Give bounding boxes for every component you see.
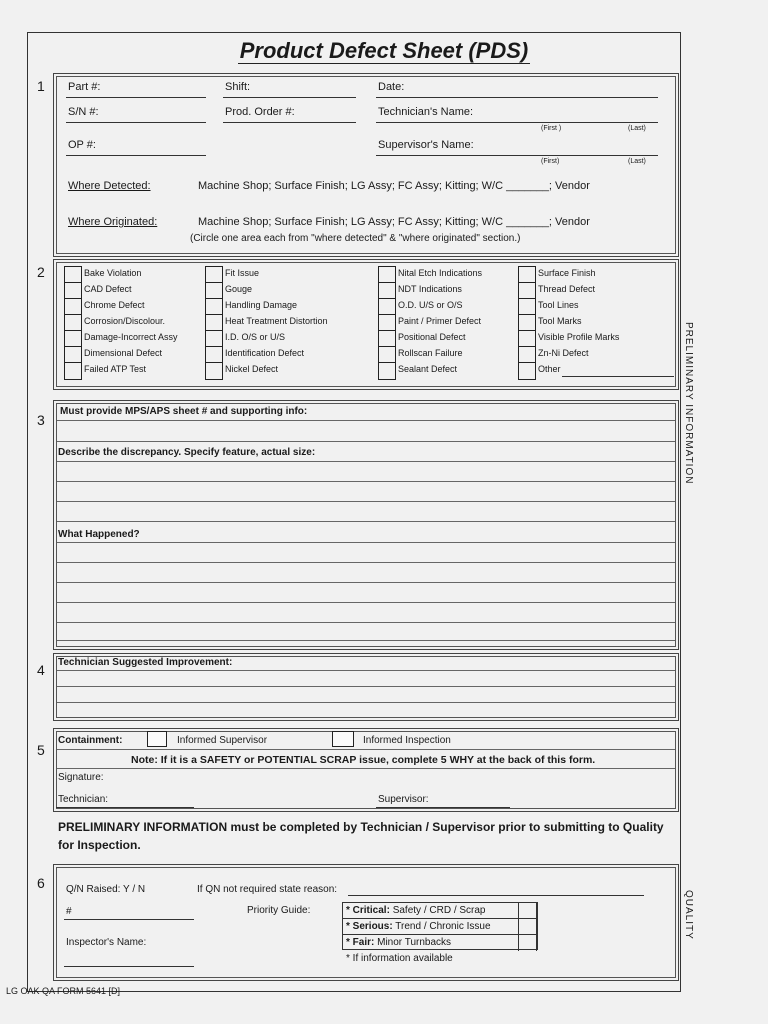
supervisor-signature-label: Supervisor: xyxy=(378,794,429,805)
divider xyxy=(57,768,675,769)
defect-option-label: Failed ATP Test xyxy=(84,364,147,374)
qn-raised-label[interactable]: Q/N Raised: Y / N xyxy=(66,884,146,895)
circle-instruction: (Circle one area each from "where detected" & "where originated" section.) xyxy=(190,233,521,244)
supervisor-name-label: Supervisor's Name: xyxy=(378,139,474,151)
critical-label: * Critical: xyxy=(346,905,390,916)
critical-value: Safety / CRD / Scrap xyxy=(392,905,486,916)
mps-aps-label: Must provide MPS/APS sheet # and supporting info: xyxy=(60,406,308,417)
defect-option-label: Tool Marks xyxy=(538,316,582,326)
side-label-preliminary: PRELIMINARY INFORMATION xyxy=(683,322,694,485)
serious-label: * Serious: xyxy=(346,921,393,932)
qn-reason-field[interactable] xyxy=(348,895,644,896)
writing-line[interactable] xyxy=(57,686,675,687)
writing-line[interactable] xyxy=(57,501,675,502)
defect-checkbox-column-1[interactable] xyxy=(64,266,82,380)
side-label-quality: QUALITY xyxy=(683,890,694,940)
op-field[interactable] xyxy=(66,155,206,156)
date-field[interactable] xyxy=(376,97,658,98)
defect-option-label: Gouge xyxy=(225,284,253,294)
form-number-footer: LG OAK QA FORM 5641 [D] xyxy=(6,986,121,996)
defect-option-label: NDT Indications xyxy=(398,284,462,294)
fair-checkbox[interactable] xyxy=(519,935,537,951)
supervisor-signature-field[interactable] xyxy=(376,807,510,808)
writing-line[interactable] xyxy=(57,481,675,482)
last-hint: (Last) xyxy=(628,125,646,132)
shift-label: Shift: xyxy=(225,81,251,93)
serious-value: Trend / Chronic Issue xyxy=(395,921,491,932)
containment-label: Containment: xyxy=(58,735,123,746)
writing-line[interactable] xyxy=(57,461,675,462)
defect-checkbox-column-2[interactable] xyxy=(205,266,223,380)
defect-option-label: Handling Damage xyxy=(225,300,298,310)
qn-number-field[interactable] xyxy=(64,919,194,920)
safety-note: Note: If it is a SAFETY or POTENTIAL SCRAP issue, complete 5 WHY at the back of this form. xyxy=(131,754,596,766)
defect-option-label: Rollscan Failure xyxy=(398,348,463,358)
qn-reason-label: If QN not required state reason: xyxy=(197,884,338,895)
defect-option-label: Thread Defect xyxy=(538,284,596,294)
what-happened-label: What Happened? xyxy=(58,529,140,540)
serial-number-label: S/N #: xyxy=(68,106,99,118)
serial-number-field[interactable] xyxy=(66,122,206,123)
defect-option-label: Damage-Incorrect Assy xyxy=(84,332,178,342)
where-originated-label: Where Originated: xyxy=(68,216,158,228)
last-hint: (Last) xyxy=(628,158,646,165)
defect-option-label: Paint / Primer Defect xyxy=(398,316,482,326)
defect-option-label: Dimensional Defect xyxy=(84,348,163,358)
defect-option-label: Corrosion/Discolour. xyxy=(84,316,166,326)
defect-option-label: Bake Violation xyxy=(84,268,142,278)
where-originated-options[interactable]: Machine Shop; Surface Finish; LG Assy; FC Assy; Kitting; W/C _______; Vendor xyxy=(198,216,590,228)
defect-option-label: CAD Defect xyxy=(84,284,132,294)
defect-option-label: Surface Finish xyxy=(538,268,596,278)
technician-name-label: Technician's Name: xyxy=(378,106,474,118)
informed-supervisor-checkbox[interactable] xyxy=(147,731,167,747)
writing-line[interactable] xyxy=(57,640,675,641)
info-available-note: * If information available xyxy=(346,953,453,964)
describe-discrepancy-label: Describe the discrepancy. Specify feature, actual size: xyxy=(58,447,316,458)
technician-signature-field[interactable] xyxy=(56,807,194,808)
defect-option-label: Sealant Defect xyxy=(398,364,458,374)
writing-line[interactable] xyxy=(57,602,675,603)
priority-guide-label: Priority Guide: xyxy=(247,905,311,916)
part-field[interactable] xyxy=(66,97,206,98)
prod-order-field[interactable] xyxy=(223,122,356,123)
signature-label: Signature: xyxy=(58,772,104,783)
where-detected-options[interactable]: Machine Shop; Surface Finish; LG Assy; FC Assy; Kitting; W/C _______; Vendor xyxy=(198,180,590,192)
informed-inspection-label: Informed Inspection xyxy=(363,735,451,746)
date-label: Date: xyxy=(378,81,405,93)
improvement-label: Technician Suggested Improvement: xyxy=(58,657,233,668)
defect-option-label: Nital Etch Indications xyxy=(398,268,483,278)
writing-line[interactable] xyxy=(57,521,675,522)
technician-signature-label: Technician: xyxy=(58,794,109,805)
writing-line[interactable] xyxy=(57,562,675,563)
defect-option-label: Positional Defect xyxy=(398,332,466,342)
where-detected-label: Where Detected: xyxy=(68,180,151,192)
inspector-name-field[interactable] xyxy=(64,966,194,967)
writing-line[interactable] xyxy=(57,420,675,421)
defect-option-label: Chrome Defect xyxy=(84,300,145,310)
prod-order-label: Prod. Order #: xyxy=(225,106,295,118)
op-label: OP #: xyxy=(68,139,96,151)
writing-line[interactable] xyxy=(57,622,675,623)
section-number: 4 xyxy=(37,662,45,678)
defect-option-label: Heat Treatment Distortion xyxy=(225,316,328,326)
other-defect-field[interactable] xyxy=(562,376,674,377)
part-label: Part #: xyxy=(68,81,101,93)
writing-line[interactable] xyxy=(57,702,675,703)
defect-option-label: Nickel Defect xyxy=(225,364,279,374)
divider xyxy=(57,749,675,750)
section-number: 6 xyxy=(37,875,45,891)
shift-field[interactable] xyxy=(223,97,356,98)
defect-option-label: Visible Profile Marks xyxy=(538,332,620,342)
informed-supervisor-label: Informed Supervisor xyxy=(177,735,268,746)
serious-checkbox[interactable] xyxy=(519,919,537,934)
writing-line[interactable] xyxy=(57,670,675,671)
writing-line[interactable] xyxy=(57,441,675,442)
critical-checkbox[interactable] xyxy=(519,903,537,918)
section-number: 3 xyxy=(37,412,45,428)
section-number: 1 xyxy=(37,78,45,94)
first-hint: (First) xyxy=(541,158,560,165)
defect-option-label: Zn-Ni Defect xyxy=(538,348,589,358)
defect-option-label: Fit Issue xyxy=(225,268,260,278)
defect-option-label: Other xyxy=(538,364,561,374)
first-hint: (First ) xyxy=(541,125,562,132)
preliminary-information-note: PRELIMINARY INFORMATION must be completed by Technician / Supervisor prior to submitting to Quality for Inspection. xyxy=(58,820,664,852)
section-number: 2 xyxy=(37,264,45,280)
defect-option-label: Identification Defect xyxy=(225,348,305,358)
defect-option-label: I.D. O/S or U/S xyxy=(225,332,286,342)
fair-value: Minor Turnbacks xyxy=(377,937,452,948)
priority-table xyxy=(342,902,538,950)
supervisor-name-field[interactable] xyxy=(376,155,658,156)
section-3-description xyxy=(53,400,679,650)
qn-number-label: # xyxy=(66,906,72,917)
fair-label: * Fair: xyxy=(346,937,375,948)
defect-checkbox-column-3[interactable] xyxy=(378,266,396,380)
section-number: 5 xyxy=(37,742,45,758)
section-1-identification xyxy=(53,73,679,257)
defect-option-label: Tool Lines xyxy=(538,300,579,310)
informed-inspection-checkbox[interactable] xyxy=(332,731,354,747)
form-title: Product Defect Sheet (PDS) xyxy=(239,38,529,63)
defect-option-label: O.D. U/S or O/S xyxy=(398,300,463,310)
writing-line[interactable] xyxy=(57,582,675,583)
inspector-name-label: Inspector's Name: xyxy=(66,937,147,948)
defect-checkbox-column-4[interactable] xyxy=(518,266,536,380)
technician-name-field[interactable] xyxy=(376,122,658,123)
writing-line[interactable] xyxy=(57,542,675,543)
